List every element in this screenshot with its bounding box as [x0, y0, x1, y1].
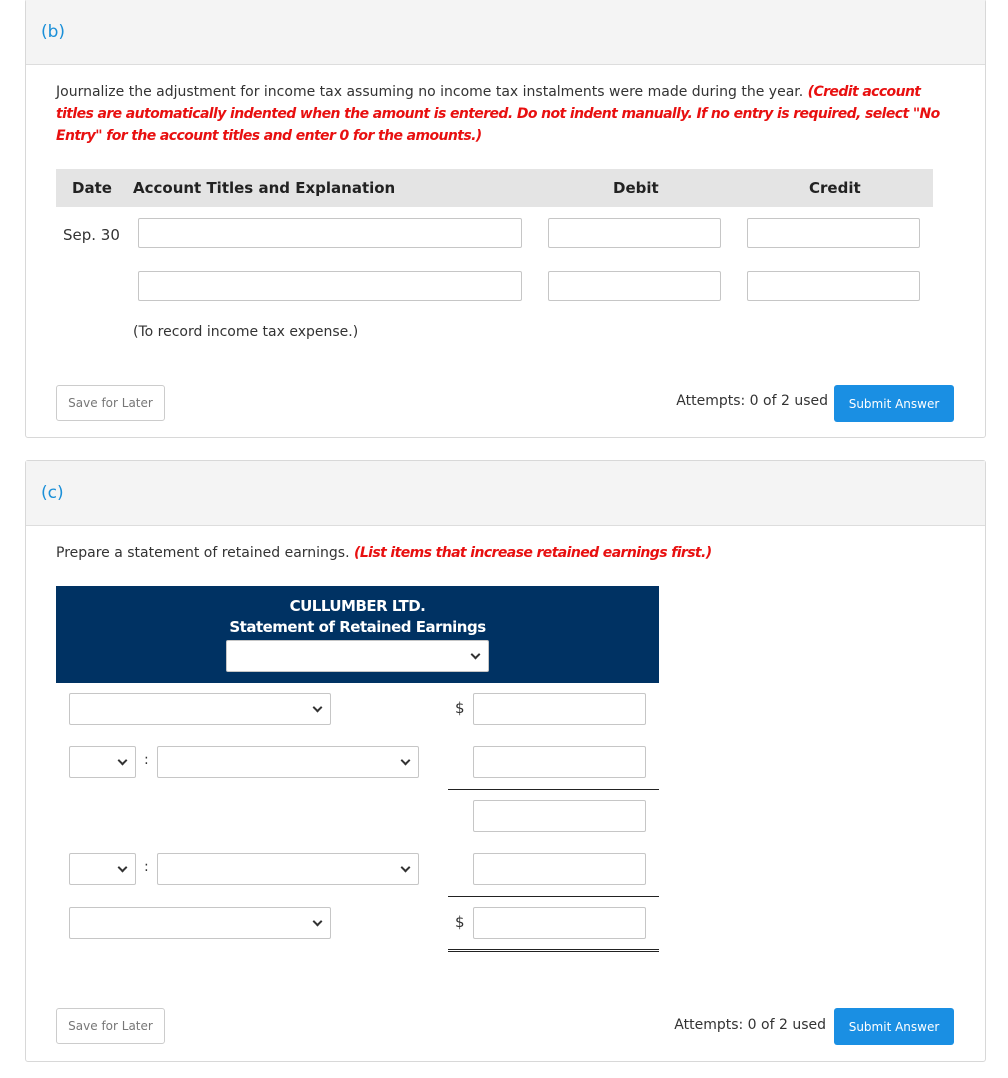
- add-less-select-1[interactable]: [69, 746, 136, 778]
- attempts-counter: Attempts: 0 of 2 used: [676, 393, 828, 409]
- credit-input-2[interactable]: [747, 271, 920, 301]
- amount-input-3[interactable]: [473, 800, 646, 832]
- debit-input-1[interactable]: [548, 218, 721, 248]
- amount-input-1[interactable]: [473, 693, 646, 725]
- add-less-select-2[interactable]: [69, 853, 136, 885]
- colon: :: [144, 859, 149, 875]
- amount-input-5[interactable]: [473, 907, 646, 939]
- instruction-text: Journalize the adjustment for income tax assuming no income tax instalments were made during the year.: [56, 84, 804, 100]
- save-for-later-button[interactable]: Save for Later: [56, 1008, 165, 1044]
- account-title-input-1[interactable]: [138, 218, 522, 248]
- part-c-header: [26, 461, 985, 526]
- col-account: Account Titles and Explanation: [133, 179, 396, 197]
- submit-answer-button[interactable]: Submit Answer: [834, 1008, 954, 1045]
- instruction: [56, 542, 712, 564]
- attempts-counter: Attempts: 0 of 2 used: [674, 1017, 826, 1033]
- part-b-header: [26, 0, 985, 65]
- subtotal-rule: [448, 789, 659, 790]
- submit-answer-button[interactable]: Submit Answer: [834, 385, 954, 422]
- instruction-text: Prepare a statement of retained earnings.: [56, 545, 350, 561]
- currency-symbol: $: [455, 699, 465, 717]
- instruction-note: (List items that increase retained earnings first.): [354, 545, 712, 561]
- period-select[interactable]: [226, 640, 489, 672]
- colon: :: [144, 752, 149, 768]
- col-credit: Credit: [809, 179, 861, 197]
- total-double-rule: [448, 949, 659, 952]
- line-item-select-4[interactable]: [69, 907, 331, 939]
- part-label: (b): [41, 22, 66, 42]
- currency-symbol: $: [455, 913, 465, 931]
- line-item-select-2[interactable]: [157, 746, 419, 778]
- statement-title: Statement of Retained Earnings: [229, 618, 486, 636]
- subtotal-rule: [448, 896, 659, 897]
- instruction: [56, 81, 956, 147]
- entry-explanation: (To record income tax expense.): [133, 324, 359, 340]
- amount-input-2[interactable]: [473, 746, 646, 778]
- journal-table-header: [56, 169, 933, 207]
- part-b-panel: [25, 0, 986, 438]
- entry-date: Sep. 30: [63, 226, 120, 244]
- amount-input-4[interactable]: [473, 853, 646, 885]
- instruction-note: (Credit account titles are automatically indented when the amount is entered. Do not indent manually. If no entry is required, select "No Entry" for the account titles and enter 0 for the amounts.): [56, 84, 940, 144]
- debit-input-2[interactable]: [548, 271, 721, 301]
- save-for-later-button[interactable]: Save for Later: [56, 385, 165, 421]
- line-item-select-1[interactable]: [69, 693, 331, 725]
- credit-input-1[interactable]: [747, 218, 920, 248]
- company-name: CULLUMBER LTD.: [289, 597, 426, 615]
- line-item-select-3[interactable]: [157, 853, 419, 885]
- col-date: Date: [72, 179, 112, 197]
- part-label: (c): [41, 483, 64, 503]
- col-debit: Debit: [613, 179, 659, 197]
- account-title-input-2[interactable]: [138, 271, 522, 301]
